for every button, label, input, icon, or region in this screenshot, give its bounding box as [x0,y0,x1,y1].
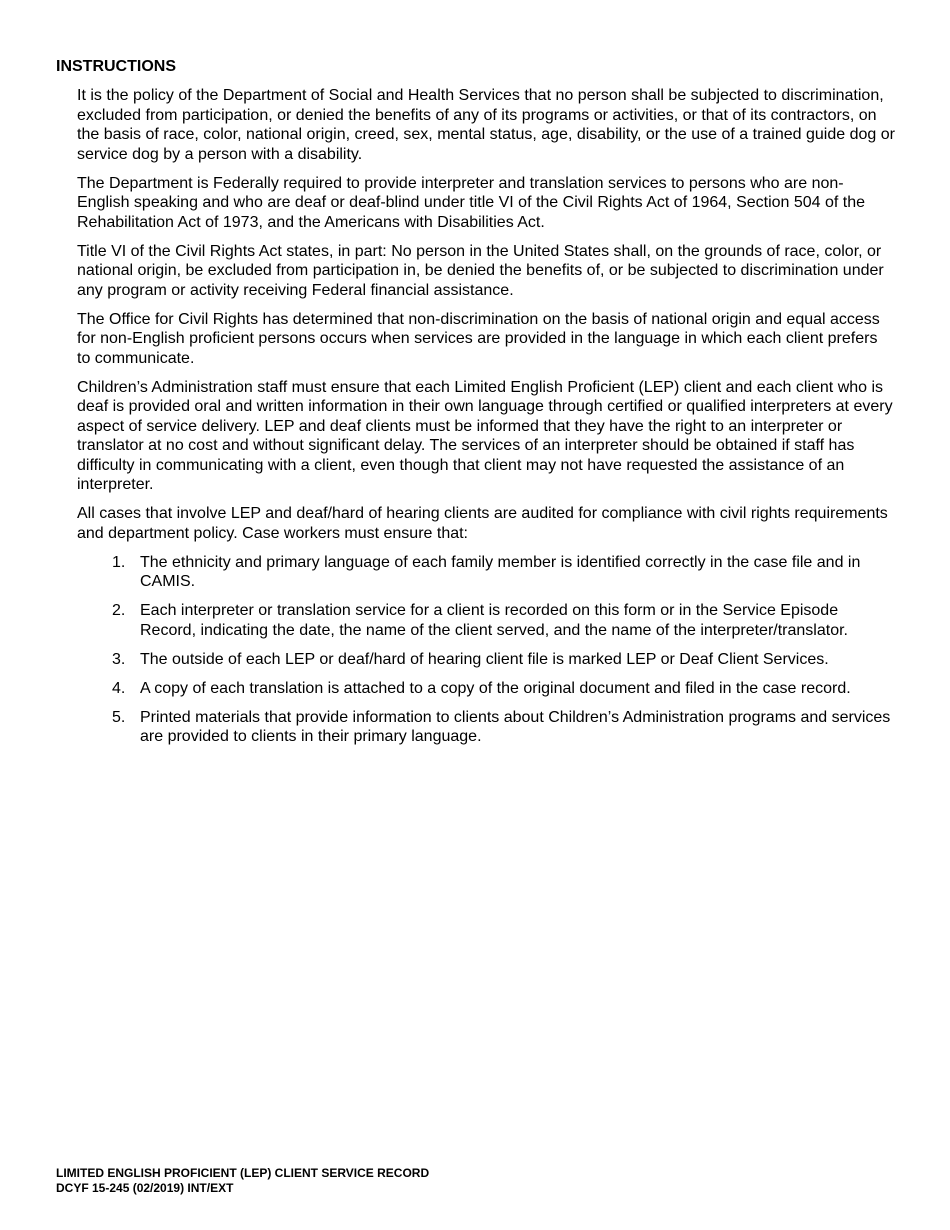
list-item [112,679,895,699]
caseworker-checklist [77,553,895,747]
list-item [112,708,895,747]
paragraph-office-civil-rights: The Office for Civil Rights has determined that non-discrimination on the basis of national origin and equal access for non-English proficient persons occurs when services are provided in the language in which each client prefers to communicate. [77,310,880,367]
paragraph-title-vi: Title VI of the Civil Rights Act states, in part: No person in the United States shall, on the grounds of race, color, or national origin, be excluded from participation in, be denied the benefits of, or be subjected to discrimination under any program or activity receiving Federal financial assistance. [77,242,884,299]
paragraph-policy: It is the policy of the Department of Social and Health Services that no person shall be subjected to discrimination, excluded from participation, or denied the benefits of any of its programs or activities, or that of its contractors, on the basis of race, color, national origin, creed, sex, mental status, age, disability, or the use of a trained guide dog or service dog by a person with a disability. [77,87,895,163]
list-item-number: 3. [112,650,126,668]
paragraph-audit: All cases that involve LEP and deaf/hard of hearing clients are audited for compliance with civil rights requirements and department policy. Case workers must ensure that: [77,505,888,542]
list-item-text: The ethnicity and primary language of each family member is identified correctly in the case file and in CAMIS. [140,553,861,590]
list-item [112,601,895,640]
list-item-number: 1. [112,553,126,571]
list-item [112,553,895,592]
list-item-text: A copy of each translation is attached to a copy of the original document and filed in the case record. [140,679,851,697]
list-item-number: 4. [112,679,126,697]
list-item-text: The outside of each LEP or deaf/hard of hearing client file is marked LEP or Deaf Client Services. [140,650,829,668]
list-item-text: Each interpreter or translation service for a client is recorded on this form or in the Service Episode Record, indicating the date, the name of the client served, and the name of the interpreter/translator. [140,602,848,639]
paragraph-staff-requirements: Children’s Administration staff must ensure that each Limited English Proficient (LEP) client and each client who is deaf is provided oral and written information in their own language through certified or qualified interpreters at every aspect of service delivery. LEP and deaf clients must be informed that they have the right to an interpreter or translator at no cost and without significant delay. The services of an interpreter should be obtained if staff has difficulty in communicating with a client, even though that client may not have requested the assistance of an interpreter. [77,378,893,493]
list-item-number: 5. [112,708,126,726]
form-title: LIMITED ENGLISH PROFICIENT (LEP) CLIENT SERVICE RECORD [56,1166,430,1180]
form-number: DCYF 15-245 (02/2019) INT/EXT [56,1180,234,1195]
list-item-number: 2. [112,602,126,619]
list-item-text: Printed materials that provide information to clients about Children’s Administration programs and services are provided to clients in their primary language. [140,708,891,745]
list-item [112,650,895,670]
page-title: INSTRUCTIONS [56,58,176,75]
paragraph-federal-requirement: The Department is Federally required to provide interpreter and translation services to persons who are non-English speaking and who are deaf or deaf-blind under title VI of the Civil Rights Act of 1964, Section 504 of the Rehabilitation Act of 1973, and the Americans with Disabilities Act. [77,174,866,231]
form-footer [56,1166,429,1195]
instructions-body [77,86,895,756]
